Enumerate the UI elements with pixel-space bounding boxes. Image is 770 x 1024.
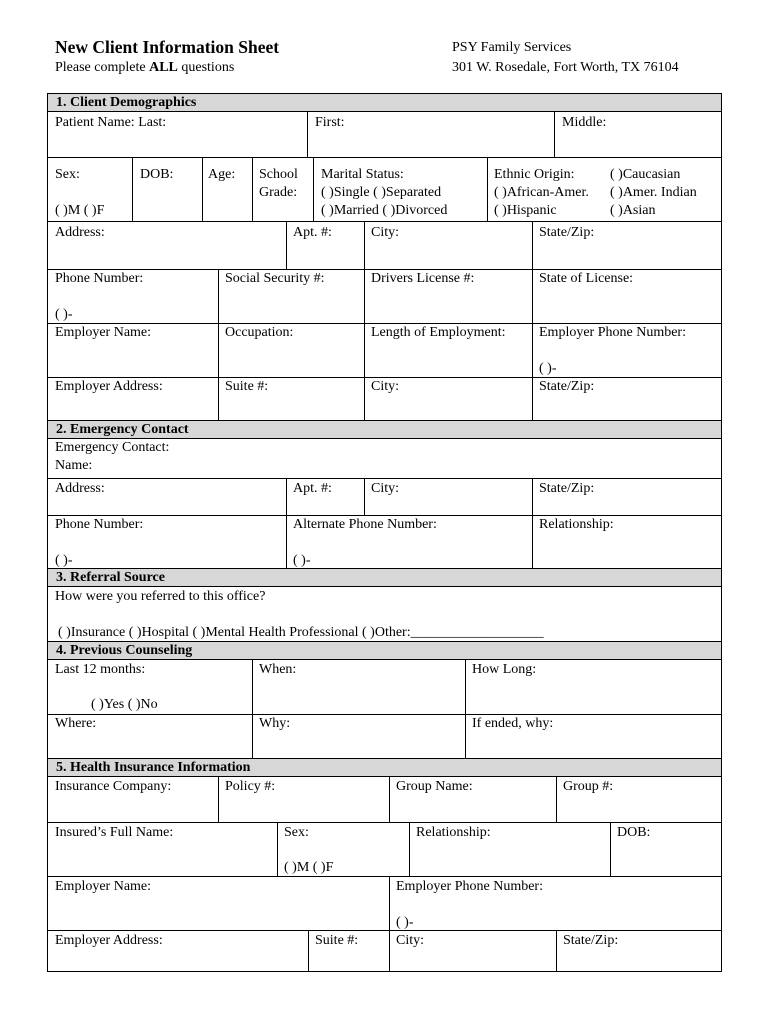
divider — [313, 157, 314, 221]
section-health-insurance: 5. Health Insurance Information — [48, 758, 721, 777]
divider — [48, 221, 721, 222]
divider — [132, 157, 133, 221]
group-number-field[interactable]: Group #: — [563, 779, 614, 794]
divider — [532, 269, 533, 420]
divider — [532, 221, 533, 269]
emergency-phone-field[interactable]: ( )- — [55, 553, 73, 568]
divider — [48, 822, 721, 823]
ethnic-african-amer[interactable]: ( )African-Amer. — [494, 185, 589, 200]
apt-field[interactable]: Apt. #: — [293, 225, 332, 240]
why-field[interactable]: Why: — [259, 716, 291, 731]
divider — [48, 714, 721, 715]
phone-number-label: Phone Number: — [55, 271, 144, 286]
state-zip-field[interactable]: State/Zip: — [539, 225, 595, 240]
divider — [277, 822, 278, 876]
counseling-yes-no[interactable]: ( )Yes ( )No — [91, 697, 158, 712]
insured-employer-phone-field[interactable]: ( )- — [396, 915, 414, 930]
ethnic-origin-label: Ethnic Origin: — [494, 167, 575, 182]
alternate-phone-field[interactable]: ( )- — [293, 553, 311, 568]
divider — [48, 876, 721, 877]
emergency-apt-field[interactable]: Apt. #: — [293, 481, 332, 496]
divider — [554, 112, 555, 157]
employer-phone-label: Employer Phone Number: — [539, 325, 686, 340]
insured-full-name-field[interactable]: Insured’s Full Name: — [55, 825, 174, 840]
where-field[interactable]: Where: — [55, 716, 97, 731]
group-name-field[interactable]: Group Name: — [396, 779, 473, 794]
if-ended-why-field[interactable]: If ended, why: — [472, 716, 554, 731]
ssn-field[interactable]: Social Security #: — [225, 271, 325, 286]
ethnic-amer-indian[interactable]: ( )Amer. Indian — [610, 185, 697, 200]
org-name: PSY Family Services — [452, 40, 572, 55]
referral-options[interactable]: ( )Insurance ( )Hospital ( )Mental Health Professional ( )Other:___________________ — [58, 625, 544, 640]
insured-city-field[interactable]: City: — [396, 933, 425, 948]
insured-relationship-field[interactable]: Relationship: — [416, 825, 491, 840]
emergency-address-field[interactable]: Address: — [55, 481, 105, 496]
length-of-employment-field[interactable]: Length of Employment: — [371, 325, 506, 340]
insured-employer-name-field[interactable]: Employer Name: — [55, 879, 152, 894]
header-right — [452, 38, 679, 78]
drivers-license-field[interactable]: Drivers License #: — [371, 271, 475, 286]
phone-number-field[interactable]: ( )- — [55, 307, 73, 322]
divider — [308, 930, 309, 972]
form-title: New Client Information Sheet — [55, 37, 280, 57]
divider — [202, 157, 203, 221]
ethnic-hispanic[interactable]: ( )Hispanic — [494, 203, 557, 218]
dob-field[interactable]: DOB: — [140, 167, 174, 182]
employer-address-field[interactable]: Employer Address: — [55, 379, 163, 394]
insured-sex-label: Sex: — [284, 825, 309, 840]
when-field[interactable]: When: — [259, 662, 297, 677]
emergency-city-field[interactable]: City: — [371, 481, 400, 496]
insured-employer-address-field[interactable]: Employer Address: — [55, 933, 163, 948]
insured-dob-field[interactable]: DOB: — [617, 825, 651, 840]
emergency-state-zip-field[interactable]: State/Zip: — [539, 481, 595, 496]
school-label: School — [259, 167, 298, 182]
divider — [307, 112, 308, 157]
divider — [48, 478, 721, 479]
divider — [218, 377, 219, 420]
city-field[interactable]: City: — [371, 225, 400, 240]
insured-sex-options[interactable]: ( )M ( )F — [284, 860, 334, 875]
marital-options-2[interactable]: ( )Married ( )Divorced — [321, 203, 448, 218]
divider — [532, 478, 533, 568]
emergency-relationship-field[interactable]: Relationship: — [539, 517, 614, 532]
age-field[interactable]: Age: — [208, 167, 236, 182]
divider — [286, 221, 287, 269]
marital-options-1[interactable]: ( )Single ( )Separated — [321, 185, 442, 200]
insurance-company-field[interactable]: Insurance Company: — [55, 779, 172, 794]
first-name-field[interactable]: First: — [315, 115, 345, 130]
section-referral-source: 3. Referral Source — [48, 568, 721, 587]
employer-state-zip-field[interactable]: State/Zip: — [539, 379, 595, 394]
emergency-contact-name-field[interactable]: Name: — [55, 458, 93, 473]
divider — [556, 930, 557, 972]
divider — [389, 777, 390, 822]
org-address: 301 W. Rosedale, Fort Worth, TX 76104 — [452, 60, 679, 75]
emergency-contact-label: Emergency Contact: — [55, 440, 170, 455]
patient-name-last-field[interactable]: Patient Name: Last: — [55, 115, 167, 130]
divider — [409, 822, 410, 876]
ethnic-asian[interactable]: ( )Asian — [610, 203, 656, 218]
divider — [465, 660, 466, 758]
emergency-phone-label: Phone Number: — [55, 517, 144, 532]
divider — [556, 777, 557, 822]
sex-label: Sex: — [55, 167, 80, 182]
section-client-demographics: 1. Client Demographics — [48, 94, 721, 112]
insured-suite-field[interactable]: Suite #: — [315, 933, 359, 948]
employer-phone-field[interactable]: ( )- — [539, 361, 557, 376]
form-subtitle — [55, 58, 279, 78]
divider — [48, 930, 721, 931]
policy-number-field[interactable]: Policy #: — [225, 779, 276, 794]
insured-state-zip-field[interactable]: State/Zip: — [563, 933, 619, 948]
divider — [364, 221, 365, 269]
referral-question: How were you referred to this office? — [55, 589, 266, 604]
how-long-field[interactable]: How Long: — [472, 662, 537, 677]
suite-field[interactable]: Suite #: — [225, 379, 269, 394]
divider — [48, 157, 721, 158]
marital-status-label: Marital Status: — [321, 167, 404, 182]
client-form — [47, 93, 722, 972]
middle-name-field[interactable]: Middle: — [562, 115, 607, 130]
divider — [364, 478, 365, 515]
address-field[interactable]: Address: — [55, 225, 105, 240]
insured-employer-phone-label: Employer Phone Number: — [396, 879, 543, 894]
last-12-months-label: Last 12 months: — [55, 662, 146, 677]
divider — [286, 478, 287, 568]
subtitle-post: questions — [177, 60, 235, 75]
divider — [487, 157, 488, 221]
divider — [389, 876, 390, 972]
employer-city-field[interactable]: City: — [371, 379, 400, 394]
occupation-field[interactable]: Occupation: — [225, 325, 294, 340]
divider — [252, 157, 253, 221]
alternate-phone-label: Alternate Phone Number: — [293, 517, 437, 532]
header-left — [55, 36, 279, 78]
state-of-license-field[interactable]: State of License: — [539, 271, 634, 286]
sex-options[interactable]: ( )M ( )F — [55, 203, 105, 218]
subtitle-bold: ALL — [149, 60, 178, 75]
subtitle-pre: Please complete — [55, 60, 150, 75]
divider — [610, 822, 611, 876]
employer-name-field[interactable]: Employer Name: — [55, 325, 152, 340]
ethnic-caucasian[interactable]: ( )Caucasian — [610, 167, 681, 182]
grade-field[interactable]: Grade: — [259, 185, 298, 200]
divider — [252, 660, 253, 758]
divider — [218, 777, 219, 822]
section-previous-counseling: 4. Previous Counseling — [48, 641, 721, 660]
divider — [364, 269, 365, 420]
section-emergency-contact: 2. Emergency Contact — [48, 420, 721, 439]
